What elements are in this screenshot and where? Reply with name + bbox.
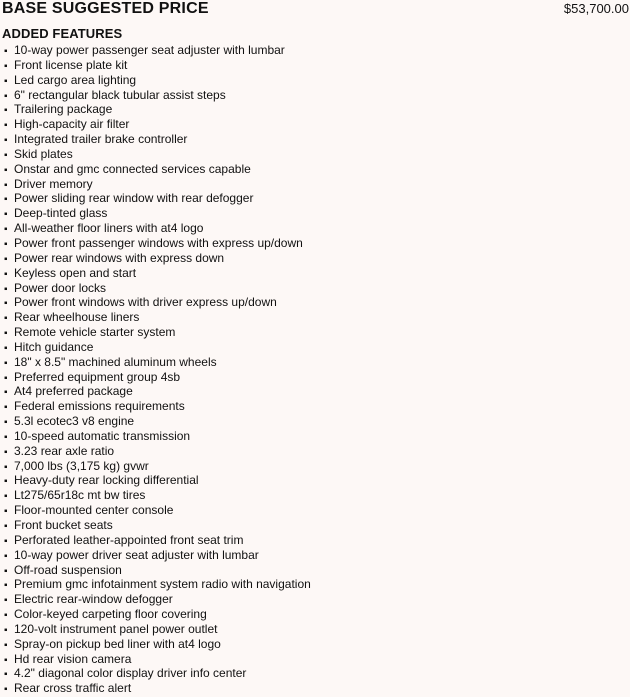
bullet-icon: ▪ xyxy=(4,313,8,325)
feature-text: 10-way power passenger seat adjuster with lumbar xyxy=(14,43,285,57)
list-item xyxy=(4,682,311,697)
feature-text: 3.23 rear axle ratio xyxy=(14,443,115,458)
list-item xyxy=(4,341,311,356)
bullet-icon: ▪ xyxy=(4,194,8,206)
bullet-icon: ▪ xyxy=(4,209,8,221)
list-item xyxy=(4,460,311,475)
list-item xyxy=(4,148,311,163)
feature-text: Rear cross traffic alert xyxy=(14,681,132,696)
list-item xyxy=(4,178,311,193)
list-item xyxy=(4,192,311,207)
feature-text: Lt275/65r18c mt bw tires xyxy=(14,488,146,503)
list-item xyxy=(4,74,311,89)
feature-text: Skid plates xyxy=(14,146,73,161)
bullet-icon: ▪ xyxy=(4,684,8,696)
bullet-icon: ▪ xyxy=(4,669,8,681)
bullet-icon: ▪ xyxy=(4,238,8,250)
feature-text: Trailering package xyxy=(14,102,113,117)
bullet-icon: ▪ xyxy=(4,624,8,636)
bullet-icon: ▪ xyxy=(4,120,8,132)
feature-text: At4 preferred package xyxy=(14,384,133,399)
feature-text: Remote vehicle starter system xyxy=(14,325,176,340)
list-item xyxy=(4,371,311,386)
feature-text: Power rear windows with express down xyxy=(14,250,225,265)
bullet-icon: ▪ xyxy=(4,506,8,518)
feature-text: Power front windows with driver express up/down xyxy=(14,295,277,310)
list-item xyxy=(4,445,311,460)
bullet-icon: ▪ xyxy=(4,535,8,547)
list-item xyxy=(4,89,311,104)
list-item xyxy=(4,534,311,549)
price-row xyxy=(2,0,629,18)
feature-text: Integrated trailer brake controller xyxy=(14,132,188,147)
list-item xyxy=(4,237,311,252)
bullet-icon: ▪ xyxy=(4,654,8,666)
list-item xyxy=(4,593,311,608)
bullet-icon: ▪ xyxy=(4,253,8,265)
list-item xyxy=(4,564,311,579)
list-item xyxy=(4,356,311,371)
feature-text: 7,000 lbs (3,175 kg) gvwr xyxy=(14,458,149,473)
bullet-icon: ▪ xyxy=(4,446,8,458)
list-item xyxy=(4,623,311,638)
list-item xyxy=(4,326,311,341)
bullet-icon: ▪ xyxy=(4,639,8,651)
bullet-icon: ▪ xyxy=(4,580,8,592)
bullet-icon: ▪ xyxy=(4,283,8,295)
bullet-icon: ▪ xyxy=(4,179,8,191)
bullet-icon: ▪ xyxy=(4,372,8,384)
list-item xyxy=(4,44,311,59)
feature-text: Driver memory xyxy=(14,176,93,191)
feature-text: Power door locks xyxy=(14,280,107,295)
bullet-icon: ▪ xyxy=(4,431,8,443)
list-item xyxy=(4,133,311,148)
feature-text: Hd rear vision camera xyxy=(14,651,132,666)
base-price-label: BASE SUGGESTED PRICE xyxy=(2,0,209,17)
feature-text: Heavy-duty rear locking differential xyxy=(14,473,199,488)
list-item xyxy=(4,489,311,504)
list-item xyxy=(4,608,311,623)
list-item xyxy=(4,385,311,400)
list-item xyxy=(4,653,311,668)
list-item xyxy=(4,474,311,489)
feature-text: Off-road suspension xyxy=(14,562,122,577)
bullet-icon: ▪ xyxy=(4,357,8,369)
bullet-icon: ▪ xyxy=(4,75,8,87)
bullet-icon: ▪ xyxy=(4,298,8,310)
base-price-value: $53,700.00 xyxy=(563,1,629,16)
bullet-icon: ▪ xyxy=(4,550,8,562)
feature-text: Rear wheelhouse liners xyxy=(14,310,140,325)
feature-text: All-weather floor liners with at4 logo xyxy=(14,221,204,236)
bullet-icon: ▪ xyxy=(4,268,8,280)
feature-text: 6" rectangular black tubular assist steps xyxy=(14,87,226,102)
feature-text: Keyless open and start xyxy=(14,265,137,280)
list-item xyxy=(4,400,311,415)
bullet-icon: ▪ xyxy=(4,149,8,161)
feature-text: Hitch guidance xyxy=(14,339,94,354)
bullet-icon: ▪ xyxy=(4,342,8,354)
feature-text: Preferred equipment group 4sb xyxy=(14,369,181,384)
feature-list xyxy=(4,44,311,697)
bullet-icon: ▪ xyxy=(4,46,8,57)
feature-text: Front license plate kit xyxy=(14,57,128,72)
bullet-icon: ▪ xyxy=(4,521,8,532)
feature-text: Deep-tinted glass xyxy=(14,206,108,221)
list-item xyxy=(4,549,311,564)
list-item xyxy=(4,415,311,430)
list-item xyxy=(4,282,311,297)
list-item xyxy=(4,519,311,534)
feature-text: Premium gmc infotainment system radio with navigation xyxy=(14,577,311,592)
list-item xyxy=(4,578,311,593)
added-features-heading: ADDED FEATURES xyxy=(2,26,123,41)
list-item xyxy=(4,667,311,682)
bullet-icon: ▪ xyxy=(4,135,8,147)
list-item xyxy=(4,118,311,133)
feature-text: Led cargo area lighting xyxy=(14,72,137,87)
feature-text: Front bucket seats xyxy=(14,518,113,532)
list-item xyxy=(4,103,311,118)
list-item xyxy=(4,207,311,222)
feature-text: Electric rear-window defogger xyxy=(14,592,173,607)
feature-text: Floor-mounted center console xyxy=(14,503,174,518)
bullet-icon: ▪ xyxy=(4,105,8,117)
bullet-icon: ▪ xyxy=(4,328,8,340)
feature-text: 5.3l ecotec3 v8 engine xyxy=(14,414,135,429)
feature-text: High-capacity air filter xyxy=(14,117,130,132)
bullet-icon: ▪ xyxy=(4,164,8,176)
bullet-icon: ▪ xyxy=(4,224,8,236)
feature-text: 10-way power driver seat adjuster with lumbar xyxy=(14,547,259,562)
feature-text: Color-keyed carpeting floor covering xyxy=(14,607,207,622)
list-item xyxy=(4,296,311,311)
feature-text: Federal emissions requirements xyxy=(14,399,185,414)
bullet-icon: ▪ xyxy=(4,476,8,488)
bullet-icon: ▪ xyxy=(4,565,8,577)
feature-text: 10-speed automatic transmission xyxy=(14,428,191,443)
feature-text: 120-volt instrument panel power outlet xyxy=(14,621,218,636)
list-item xyxy=(4,430,311,445)
list-item xyxy=(4,59,311,74)
feature-text: Power front passenger windows with express up/down xyxy=(14,235,303,250)
list-item xyxy=(4,311,311,326)
bullet-icon: ▪ xyxy=(4,60,8,72)
feature-text: 18" x 8.5" machined aluminum wheels xyxy=(14,354,217,369)
bullet-icon: ▪ xyxy=(4,610,8,622)
bullet-icon: ▪ xyxy=(4,417,8,429)
bullet-icon: ▪ xyxy=(4,387,8,399)
list-item xyxy=(4,267,311,282)
list-item xyxy=(4,163,311,178)
bullet-icon: ▪ xyxy=(4,595,8,607)
list-item xyxy=(4,222,311,237)
bullet-icon: ▪ xyxy=(4,402,8,414)
feature-text: Spray-on pickup bed liner with at4 logo xyxy=(14,636,221,651)
bullet-icon: ▪ xyxy=(4,491,8,503)
feature-text: 4.2" diagonal color display driver info center xyxy=(14,666,247,681)
feature-text: Onstar and gmc connected services capable xyxy=(14,161,251,176)
list-item xyxy=(4,252,311,267)
feature-text: Power sliding rear window with rear defogger xyxy=(14,191,254,206)
list-item xyxy=(4,638,311,653)
feature-text: Perforated leather-appointed front seat trim xyxy=(14,532,244,547)
list-item xyxy=(4,504,311,519)
bullet-icon: ▪ xyxy=(4,461,8,473)
bullet-icon: ▪ xyxy=(4,90,8,102)
